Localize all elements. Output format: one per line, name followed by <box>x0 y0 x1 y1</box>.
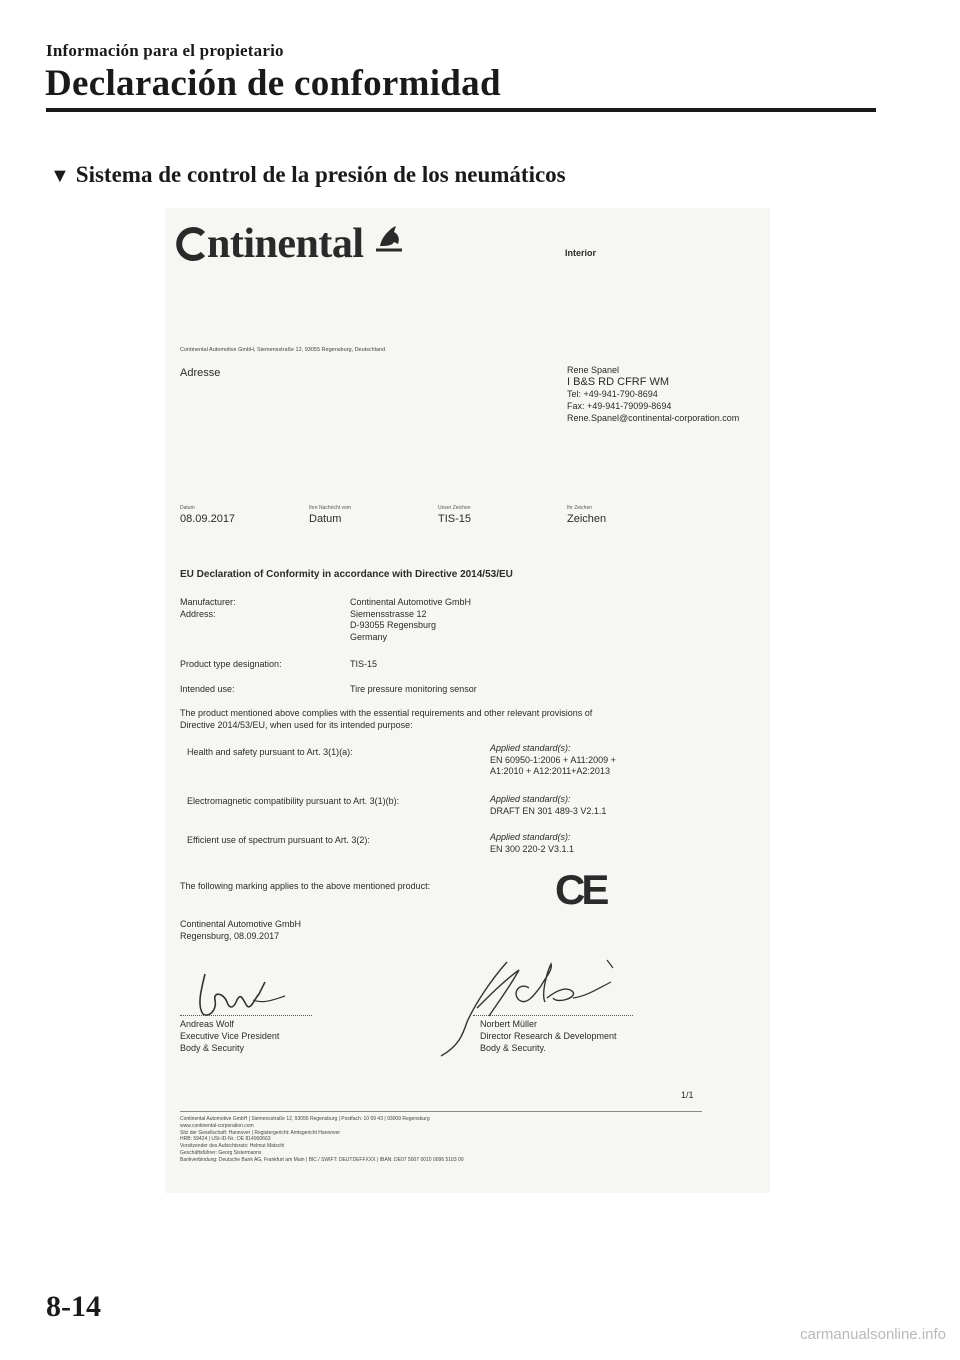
manufacturer-line: Germany <box>350 631 388 642</box>
signatory-mueller <box>480 1018 617 1054</box>
ref-your-message <box>309 505 351 525</box>
ref-label: Unser Zeichen <box>438 505 471 511</box>
triangle-down-icon: ▼ <box>50 165 70 187</box>
section-title <box>50 162 566 188</box>
ref-label: Ihre Nachricht vom <box>309 505 351 511</box>
standard-head: Applied standard(s): <box>490 832 571 842</box>
contact-dept: I B&S RD CFRF WM <box>567 376 670 388</box>
footer-rule <box>180 1111 702 1112</box>
signatory-area: Body & Security <box>180 1043 245 1053</box>
signature-wolf <box>193 970 293 1025</box>
ref-our-sign <box>438 505 471 525</box>
signature-line <box>180 1015 312 1016</box>
ref-value: Datum <box>309 513 342 525</box>
manufacturer-label: Manufacturer: <box>180 597 236 607</box>
signature-line <box>473 1015 633 1016</box>
ce-mark: CE <box>555 866 606 913</box>
ref-date <box>180 505 235 525</box>
manufacturer-line: D-93055 Regensburg <box>350 620 437 630</box>
article-label: Electromagnetic compatibility pursuant to Art. 3(1)(b): <box>187 796 400 806</box>
footer-line: Vorsitzender des Aufsichtsrats: Helmut Matschi <box>180 1143 285 1150</box>
use-value: Tire pressure monitoring sensor <box>350 684 477 694</box>
standard-line: EN 300 220-2 V3.1.1 <box>490 843 575 854</box>
article-label: Health and safety pursuant to Art. 3(1)(a): <box>187 747 353 757</box>
contact-email: Rene.Spanel@continental-corporation.com <box>567 413 740 423</box>
division-label: Interior <box>565 248 597 258</box>
compliance-line: Directive 2014/53/EU, when used for its intended purpose: <box>180 720 413 730</box>
logo-c-icon <box>175 224 207 258</box>
marking-line: The following marking applies to the above mentioned product: <box>180 881 431 891</box>
sender-line: Continental Automotive GmbH, Siemensstraße 12, 93055 Regensburg, Deutschland <box>180 347 386 353</box>
manufacturer-line: Siemensstrasse 12 <box>350 608 427 619</box>
horse-icon <box>372 224 406 262</box>
contact-fax: Fax: +49-941-79099-8694 <box>567 401 672 411</box>
compliance-text <box>180 707 592 731</box>
ref-label: Datum <box>180 505 195 511</box>
continental-logo <box>175 220 364 268</box>
ref-label: Ihr Zeichen <box>567 505 593 511</box>
compliance-line: The product mentioned above complies with the essential requirements and other relevant provisions of <box>180 708 593 718</box>
signatory-name: Andreas Wolf <box>180 1019 234 1029</box>
footer-line: www.continental-corporation.com <box>180 1122 254 1129</box>
standard-line: EN 60950-1:2006 + A11:2009 + <box>490 754 616 765</box>
address-field-label: Address: <box>180 609 216 619</box>
logo-text: ntinental <box>207 221 364 267</box>
declaration-scan <box>165 208 770 1193</box>
contact-name: Rene Spanel <box>567 365 620 375</box>
watermark: carmanualsonline.info <box>800 1326 946 1343</box>
article-label: Efficient use of spectrum pursuant to Art. 3(2): <box>187 835 370 845</box>
ref-value: 08.09.2017 <box>180 513 236 525</box>
declaration-title: EU Declaration of Conformity in accordance with Directive 2014/53/EU <box>180 569 513 580</box>
document-page-count: 1/1 <box>681 1090 694 1100</box>
signatory-wolf <box>180 1018 279 1054</box>
footer-line: Continental Automotive GmbH | Siemensstraße 12, 93055 Regensburg | Postfach: 10 09 43 | 93009 Regensburg <box>180 1116 430 1122</box>
ref-your-sign <box>567 505 606 525</box>
place-line: Regensburg, 08.09.2017 <box>180 930 280 941</box>
place-date <box>180 919 301 942</box>
signatory-title: Director Research & Development <box>480 1031 617 1041</box>
header-rule <box>46 108 876 112</box>
standard-head: Applied standard(s): <box>490 794 571 804</box>
header-subtitle: Información para el propietario <box>46 41 284 60</box>
use-label: Intended use: <box>180 684 235 694</box>
contact-block <box>567 364 739 424</box>
product-label: Product type designation: <box>180 659 282 669</box>
signatory-name: Norbert Müller <box>480 1019 538 1029</box>
place-line: Continental Automotive GmbH <box>180 919 302 929</box>
ref-value: TIS-15 <box>438 513 472 525</box>
logo-c-shape <box>175 227 207 261</box>
signatory-area: Body & Security. <box>480 1043 546 1053</box>
standard-line: DRAFT EN 301 489-3 V2.1.1 <box>490 805 607 816</box>
contact-tel: Tel: +49-941-790-8694 <box>567 389 658 399</box>
page-number: 8-14 <box>46 1290 101 1323</box>
address-label: Adresse <box>180 367 221 379</box>
article-standard <box>490 743 616 778</box>
footer-line: Bankverbindung: Deutsche Bank AG, Frankfurt am Main | BIC / SWIFT: DEUTDEFFXXX | IBAN: DE07 5007 0010 0096 5103 00 <box>180 1156 464 1163</box>
manufacturer-line: Continental Automotive GmbH <box>350 597 472 607</box>
article-standard <box>490 794 606 817</box>
article-standard <box>490 832 574 855</box>
ref-value: Zeichen <box>567 513 607 525</box>
product-value: TIS-15 <box>350 659 378 669</box>
manufacturer-value <box>350 597 471 643</box>
footer-line: Sitz der Gesellschaft: Hannover | Registergericht: Amtsgericht Hannover <box>180 1129 340 1136</box>
footer-line: Geschäftsführer: Georg Sistermanns <box>180 1149 262 1156</box>
standard-line: A1:2010 + A12:2011+A2:2013 <box>490 766 610 776</box>
footer-line: HRB: 59424 | USt-ID-Nr.: DE 814900663 <box>180 1136 271 1143</box>
document-footer <box>180 1116 464 1164</box>
standard-head: Applied standard(s): <box>490 743 571 753</box>
signatory-title: Executive Vice President <box>180 1031 280 1041</box>
page-title: Declaración de conformidad <box>45 63 501 104</box>
section-title-text: Sistema de control de la presión de los neumáticos <box>75 162 566 187</box>
